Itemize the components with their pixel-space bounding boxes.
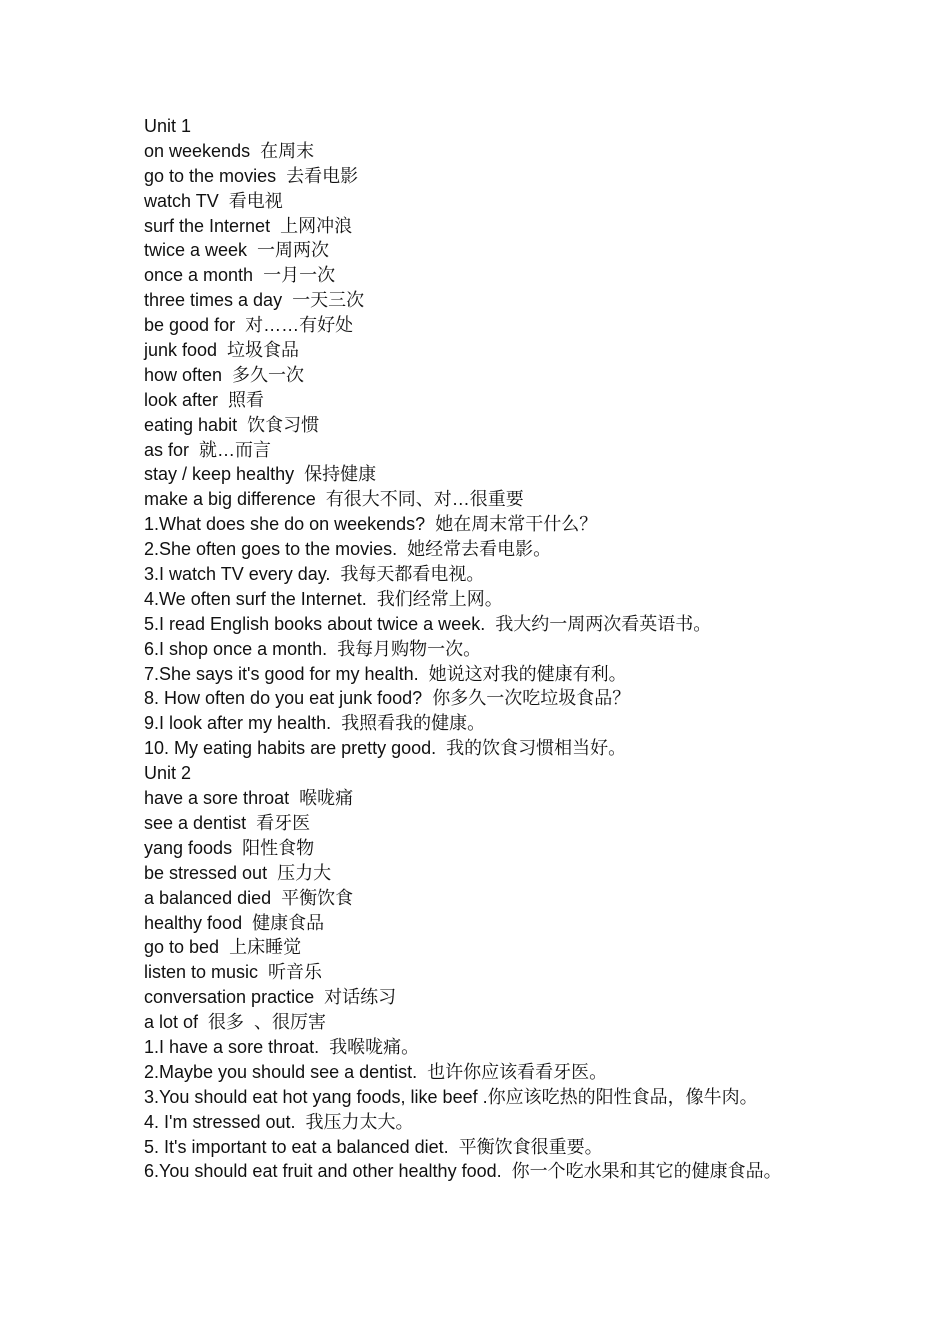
phrase-line: a lot of 很多 、很厉害 bbox=[144, 1012, 327, 1033]
vocabulary-list bbox=[144, 114, 800, 1184]
unit-heading: Unit 1 bbox=[144, 116, 192, 136]
phrase-line: make a big difference 有很大不同、对…很重要 bbox=[144, 489, 524, 510]
sentence-line: 3.I watch TV every day. 我每天都看电视。 bbox=[144, 564, 485, 585]
phrase-line: yang foods 阳性食物 bbox=[144, 837, 315, 858]
unit-heading: Unit 2 bbox=[144, 763, 192, 784]
sentence-line: 5. It's important to eat a balanced diet. 平衡饮食很重要。 bbox=[144, 1136, 603, 1157]
phrase-line: conversation practice 对话练习 bbox=[144, 987, 397, 1008]
sentence-line: 2.Maybe you should see a dentist. 也许你应该看看牙医。 bbox=[144, 1061, 608, 1082]
sentence-line: 8. How often do you eat junk food? 你多久一次吃垃圾食品？ bbox=[144, 688, 631, 709]
sentence-line: 9.I look after my health. 我照看我的健康。 bbox=[144, 713, 486, 734]
sentence-line: 5.I read English books about twice a week. 我大约一周两次看英语书。 bbox=[144, 613, 712, 634]
sentence-line: 2.She often goes to the movies. 她经常去看电影。 bbox=[144, 539, 552, 560]
phrase-line: three times a day 一天三次 bbox=[144, 290, 365, 311]
sentence-line: 4.We often surf the Internet. 我们经常上网。 bbox=[144, 588, 503, 609]
phrase-line: see a dentist 看牙医 bbox=[144, 812, 311, 833]
phrase-line: have a sore throat 喉咙痛 bbox=[144, 788, 354, 809]
phrase-line: stay / keep healthy 保持健康 bbox=[144, 464, 377, 485]
phrase-line: be good for 对……有好处 bbox=[144, 315, 354, 336]
phrase-line: watch TV 看电视 bbox=[144, 190, 283, 211]
sentence-line: 4. I'm stressed out. 我压力太大。 bbox=[144, 1111, 414, 1132]
phrase-line: junk food 垃圾食品 bbox=[144, 340, 300, 361]
phrase-line: eating habit 饮食习惯 bbox=[144, 414, 320, 435]
phrase-line: as for 就…而言 bbox=[144, 439, 272, 460]
phrase-line: go to bed 上床睡觉 bbox=[144, 937, 302, 958]
phrase-line: healthy food 健康食品 bbox=[144, 912, 325, 933]
phrase-line: go to the movies 去看电影 bbox=[144, 165, 359, 186]
sentence-line: 1.What does she do on weekends? 她在周末常干什么？ bbox=[144, 514, 598, 535]
phrase-line: listen to music 听音乐 bbox=[144, 962, 323, 983]
phrase-line: surf the Internet 上网冲浪 bbox=[144, 215, 353, 236]
phrase-line: a balanced died 平衡饮食 bbox=[144, 887, 354, 908]
phrase-line: be stressed out 压力大 bbox=[144, 862, 332, 883]
sentence-line: 6.You should eat fruit and other healthy food. 你一个吃水果和其它的健康食品。 bbox=[144, 1161, 782, 1182]
phrase-line: twice a week 一周两次 bbox=[144, 240, 330, 261]
phrase-line: look after 照看 bbox=[144, 389, 265, 410]
sentence-line: 3.You should eat hot yang foods, like beef .你应该吃热的阳性食品，像牛肉。 bbox=[144, 1086, 758, 1107]
sentence-line: 10. My eating habits are pretty good. 我的饮食习惯相当好。 bbox=[144, 738, 627, 759]
phrase-line: how often 多久一次 bbox=[144, 364, 305, 385]
phrase-line: once a month 一月一次 bbox=[144, 265, 336, 286]
sentence-line: 6.I shop once a month. 我每月购物一次。 bbox=[144, 638, 482, 659]
sentence-line: 7.She says it's good for my health. 她说这对我的健康有利。 bbox=[144, 663, 627, 684]
phrase-line: on weekends 在周末 bbox=[144, 140, 315, 161]
sentence-line: 1.I have a sore throat. 我喉咙痛。 bbox=[144, 1036, 420, 1057]
